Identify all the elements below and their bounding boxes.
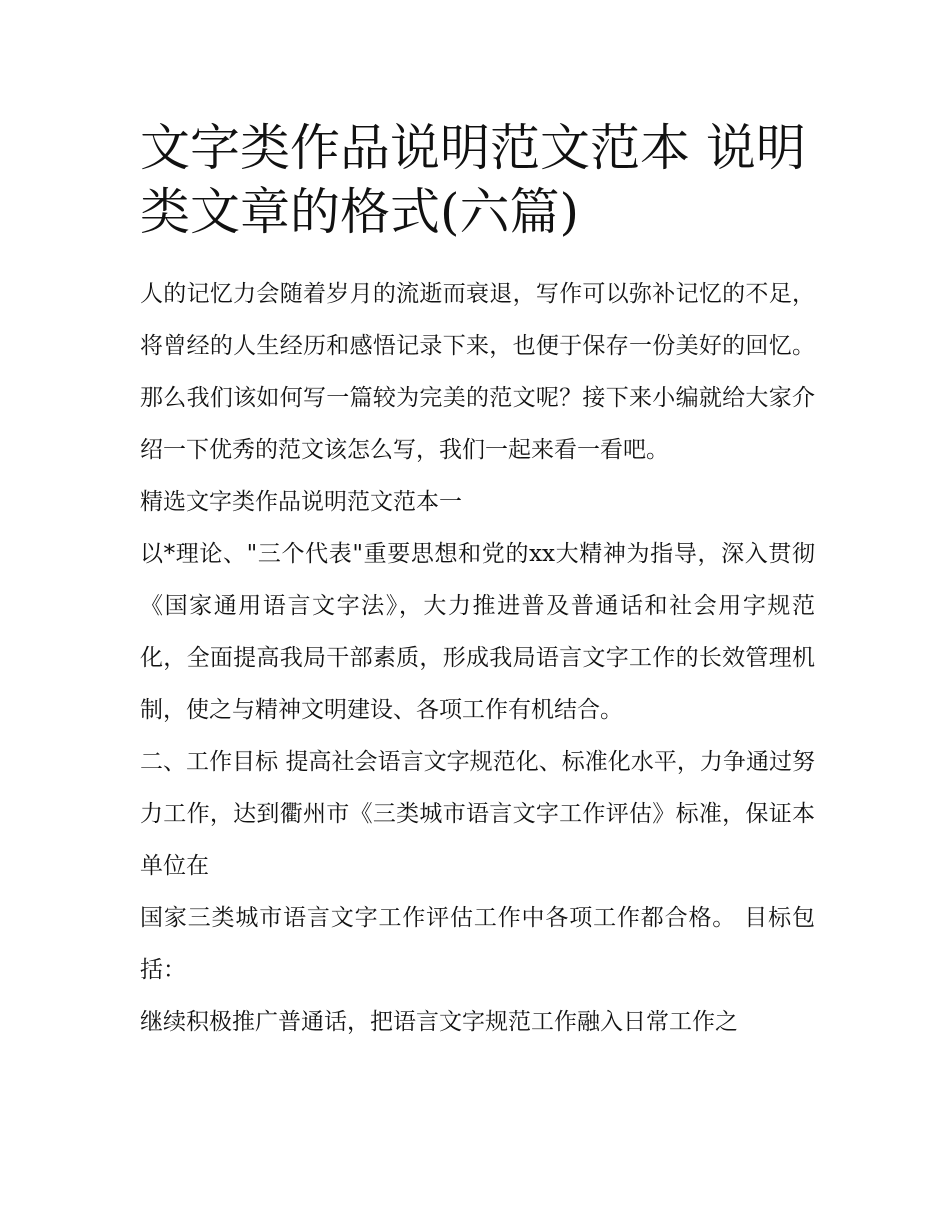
body-paragraph: 二、工作目标 提高社会语言文字规范化、标准化水平，力争通过努力工作，达到衢州市《三类城市语言文字工作评估》标准，保证本单位在: [140, 749, 815, 879]
section-heading: 精选文字类作品说明范文范本一: [140, 489, 462, 515]
intro-paragraph: 人的记忆力会随着岁月的流逝而衰退，写作可以弥补记忆的不足，将曾经的人生经历和感悟记录下来，也便于保存一份美好的回忆。那么我们该如何写一篇较为完美的范文呢？接下来小编就给大家介绍一下优秀的范文该怎么写，我们一起来看一看吧。: [140, 281, 815, 463]
document-body: [140, 116, 815, 1048]
body-paragraph: 国家三类城市语言文字工作评估工作中各项工作都合格。 目标包括：: [140, 905, 815, 983]
paragraph-list: [140, 268, 815, 1048]
body-paragraph: 以*理论、"三个代表"重要思想和党的xx大精神为指导，深入贯彻《国家通用语言文字法》，大力推进普及普通话和社会用字规范化，全面提高我局干部素质，形成我局语言文字工作的长效管理机制，使之与精神文明建设、各项工作有机结合。: [140, 541, 815, 723]
body-paragraph: 继续积极推广普通话，把语言文字规范工作融入日常工作之: [140, 1009, 738, 1035]
document-title: 文字类作品说明范文范本 说明类文章的格式(六篇): [140, 119, 806, 241]
